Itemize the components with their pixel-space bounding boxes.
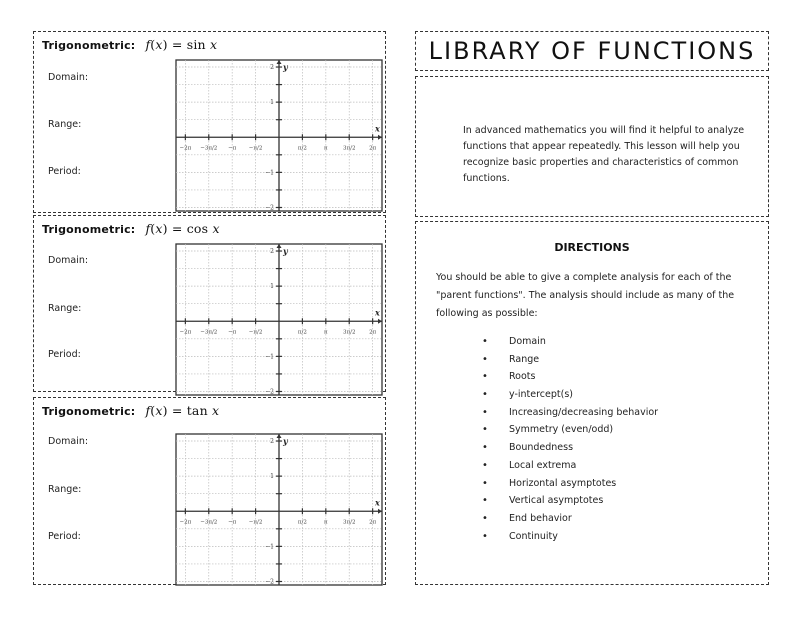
y-axis-label: y [283, 436, 288, 447]
domain-label: Domain: [48, 72, 89, 83]
coordinate-grid[interactable] [175, 243, 383, 396]
category-label: Trigonometric: [42, 405, 136, 418]
coordinate-grid[interactable] [175, 59, 383, 212]
x-tick-label: 2π [369, 329, 377, 336]
y-tick-label: 2 [270, 248, 274, 256]
formula: f(x) = sin x [145, 37, 218, 52]
x-tick-label: −π [228, 519, 237, 526]
x-tick-label: −π [228, 145, 237, 152]
domain-label: Domain: [48, 255, 89, 266]
x-tick-label: π [324, 329, 328, 336]
category-label: Trigonometric: [42, 223, 136, 236]
x-tick-label: π [324, 145, 328, 152]
x-tick-label: π/2 [297, 145, 307, 152]
bullet-icon: • [482, 459, 488, 471]
page-title: LIBRARY OF FUNCTIONS [428, 37, 756, 65]
x-tick-label: π/2 [297, 519, 307, 526]
period-label: Period: [48, 349, 81, 360]
x-axis-label: x [375, 307, 380, 318]
list-item: • Vertical asymptotes [482, 492, 658, 510]
x-tick-label: π [324, 519, 328, 526]
list-item: • Symmetry (even/odd) [482, 421, 658, 439]
y-axis-label: y [283, 62, 288, 73]
graph-svg [175, 59, 383, 212]
x-tick-label: −3π/2 [200, 145, 218, 152]
bullet-icon: • [482, 389, 488, 401]
coordinate-grid[interactable] [175, 433, 383, 586]
list-item: • Horizontal asymptotes [482, 475, 658, 493]
list-item: • Continuity [482, 528, 658, 546]
function-card-cos [33, 215, 386, 396]
directions-heading: DIRECTIONS [554, 241, 630, 254]
function-card-sin [33, 31, 386, 213]
x-axis-label: x [375, 123, 380, 134]
y-tick-label: −2 [265, 578, 274, 586]
library-title-card [415, 31, 769, 71]
x-tick-label: −π [228, 329, 237, 336]
list-item: • End behavior [482, 510, 658, 528]
formula: f(x) = tan x [145, 403, 220, 418]
bullet-icon: • [482, 477, 488, 489]
bullet-icon: • [482, 530, 488, 542]
x-tick-label: −2π [179, 519, 192, 526]
intro-card [415, 76, 769, 217]
list-item: • Range [482, 351, 658, 369]
bullet-icon: • [482, 406, 488, 418]
y-tick-label: −1 [265, 353, 274, 361]
directions-text: You should be able to give a complete analysis for each of the "parent functions". The analysis should include as many of the following as possible: [436, 272, 735, 319]
x-axis-label: x [375, 497, 380, 508]
x-tick-label: −π/2 [248, 329, 263, 336]
y-tick-label: 2 [270, 438, 274, 446]
y-tick-label: −2 [265, 204, 274, 212]
card-title [42, 221, 220, 236]
card-title [42, 403, 219, 418]
x-tick-label: 3π/2 [342, 329, 356, 336]
bullet-icon: • [482, 336, 488, 347]
bullet-icon: • [482, 495, 488, 507]
x-tick-label: −2π [179, 329, 192, 336]
card-title [42, 37, 217, 52]
period-label: Period: [48, 166, 81, 177]
list-item: • Domain [482, 333, 658, 351]
bullet-icon: • [482, 442, 488, 454]
bullet-icon: • [482, 512, 488, 524]
x-tick-label: −3π/2 [200, 519, 218, 526]
list-item: • Boundedness [482, 439, 658, 457]
graph-svg [175, 243, 383, 396]
directions-card [415, 221, 769, 585]
x-tick-label: −3π/2 [200, 329, 218, 336]
y-tick-label: 1 [270, 99, 274, 107]
graph-svg [175, 433, 383, 586]
function-card-tan [33, 397, 386, 585]
x-tick-label: −2π [179, 145, 192, 152]
list-item: • Local extrema [482, 457, 658, 475]
y-tick-label: 2 [270, 64, 274, 72]
list-item: • Increasing/decreasing behavior [482, 404, 658, 422]
bullet-icon: • [482, 353, 488, 365]
x-tick-label: 3π/2 [342, 145, 356, 152]
y-tick-label: −1 [265, 169, 274, 177]
y-tick-label: 1 [270, 283, 274, 291]
formula: f(x) = cos x [145, 221, 220, 236]
x-tick-label: π/2 [297, 329, 307, 336]
domain-label: Domain: [48, 436, 89, 447]
range-label: Range: [48, 119, 82, 130]
y-tick-label: −1 [265, 543, 274, 551]
intro-text: In advanced mathematics you will find it helpful to analyze functions that appear repeatedly. This lesson will help you recognize basic properties and characteristics of common functions. [463, 125, 745, 184]
list-item: • Roots [482, 368, 658, 386]
range-label: Range: [48, 484, 82, 495]
bullet-icon: • [482, 424, 488, 436]
x-tick-label: −π/2 [248, 145, 263, 152]
range-label: Range: [48, 303, 82, 314]
period-label: Period: [48, 531, 81, 542]
analysis-checklist [482, 333, 658, 545]
x-tick-label: 2π [369, 519, 377, 526]
y-tick-label: 1 [270, 473, 274, 481]
category-label: Trigonometric: [42, 39, 136, 52]
y-axis-label: y [283, 246, 288, 257]
x-tick-label: −π/2 [248, 519, 263, 526]
y-tick-label: −2 [265, 388, 274, 396]
bullet-icon: • [482, 371, 488, 383]
x-tick-label: 2π [369, 145, 377, 152]
list-item: • y-intercept(s) [482, 386, 658, 404]
x-tick-label: 3π/2 [342, 519, 356, 526]
